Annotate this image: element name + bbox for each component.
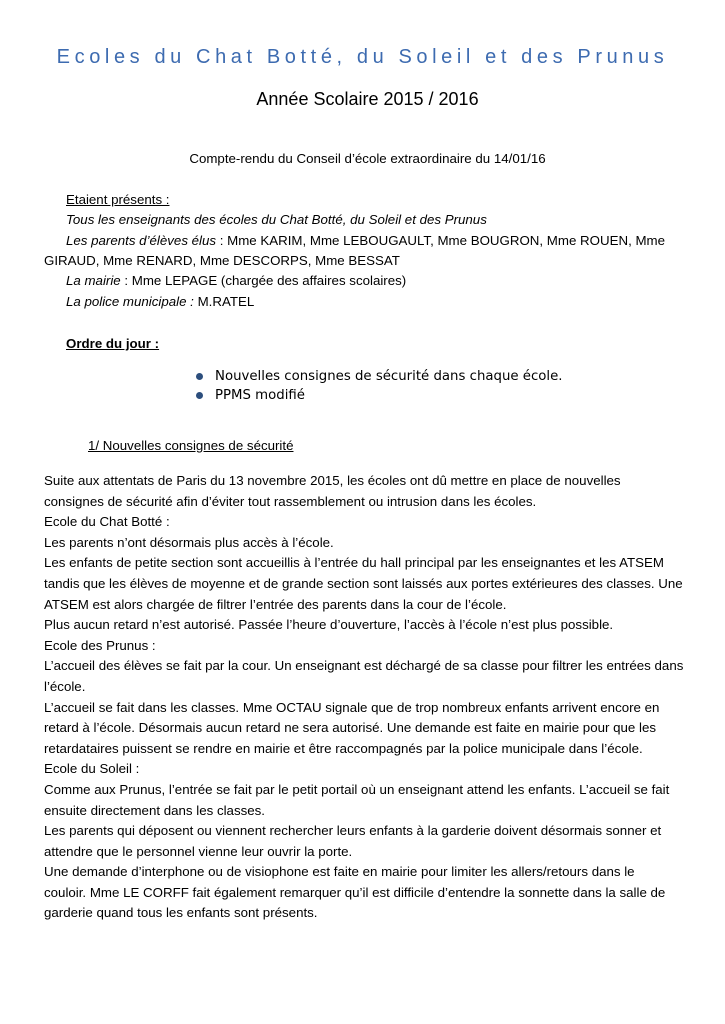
paragraph-line: Comme aux Prunus, l’entrée se fait par le petit portail où un enseignant attend les enfants. L’accueil se fait: [44, 781, 670, 797]
paragraph-line: L’accueil se fait dans les classes. Mme OCTAU signale que de trop nombreux enfants arrivent encore en: [44, 699, 660, 715]
agenda-item-label: Nouvelles consignes de sécurité dans chaque école.: [215, 369, 563, 384]
bullet-icon: [196, 373, 203, 380]
paragraph-line: Les enfants de petite section sont accueillis à l’entrée du hall principal par les enseignantes et les ATSEM: [44, 555, 664, 571]
paragraph-line: Les parents n’ont désormais plus accès à l’école.: [44, 534, 334, 550]
police-label: La police municipale :: [66, 294, 194, 309]
agenda-item: [196, 367, 563, 386]
paragraph-line: ATSEM est alors chargée de filtrer l’entrée des parents dans la cour de l’école.: [44, 596, 507, 612]
paragraph-line: Plus aucun retard n’est autorisé. Passée l’heure d’ouverture, l’accès à l’école n’est plus possible.: [44, 617, 614, 633]
report-title: Compte-rendu du Conseil d’école extraordinaire du 14/01/16: [189, 151, 546, 166]
paragraph-line: retard à l’école. Désormais aucun retard ne sera autorisé. Une demande est faite en mairie pour que les: [44, 720, 656, 736]
paragraph-line: attendre que le personnel vienne leur ouvrir la porte.: [44, 843, 353, 859]
agenda-heading: Ordre du jour :: [66, 336, 160, 351]
paragraph-line: consignes de sécurité afin d’éviter tout rassemblement ou intrusion dans les écoles.: [44, 493, 537, 509]
paragraph-line: ensuite directement dans les classes.: [44, 802, 265, 818]
paragraph-line: Ecole des Prunus :: [44, 637, 156, 653]
paragraph-line: L’accueil des élèves se fait par la cour. Un enseignant est déchargé de sa classe pour filtrer les entrées dans: [44, 658, 684, 674]
paragraph-line: tandis que les élèves de moyenne et de grande section sont laissés aux portes extérieures des classes. Une: [44, 575, 683, 591]
paragraph-line: Une demande d’interphone ou de visiophone est faite en mairie pour limiter les allers/retours dans le: [44, 864, 635, 880]
present-parents-line2: GIRAUD, Mme RENARD, Mme DESCORPS, Mme BESSAT: [44, 253, 400, 268]
parents-label: Les parents d’élèves élus: [66, 233, 217, 248]
section1-heading: 1/ Nouvelles consignes de sécurité: [88, 438, 294, 453]
paragraph-line: garderie quand tous les enfants sont présents.: [44, 905, 318, 921]
present-mairie: [66, 270, 406, 291]
parents-names: : Mme KARIM, Mme LEBOUGAULT, Mme BOUGRON, Mme ROUEN, Mme: [216, 233, 666, 248]
agenda-item: [196, 386, 563, 405]
section1-body: [44, 471, 684, 924]
present-parents-line1: [66, 230, 665, 251]
paragraph-line: Ecole du Chat Botté :: [44, 514, 170, 530]
mairie-label: La mairie: [66, 273, 121, 288]
paragraph-line: couloir. Mme LE CORFF fait également remarquer qu’il est difficile d’entendre la sonnette dans la salle de: [44, 884, 666, 900]
agenda-item-label: PPMS modifié: [215, 388, 305, 403]
paragraph-line: l’école.: [44, 678, 86, 694]
agenda-list: [196, 367, 563, 405]
paragraph-line: retardataires puissent se rendre en mairie et être raccompagnés par la police municipale dans l’école.: [44, 740, 643, 756]
school-year-subtitle: Année Scolaire 2015 / 2016: [256, 89, 479, 109]
bullet-icon: [196, 392, 203, 399]
document-title: Ecoles du Chat Botté, du Soleil et des Prunus: [56, 46, 669, 68]
present-police: [66, 291, 254, 312]
paragraph-line: Ecole du Soleil :: [44, 761, 140, 777]
present-heading: Etaient présents :: [66, 192, 170, 207]
police-value: M.RATEL: [193, 294, 255, 309]
mairie-value: : Mme LEPAGE (chargée des affaires scolaires): [120, 273, 407, 288]
paragraph-line: Suite aux attentats de Paris du 13 novembre 2015, les écoles ont dû mettre en place de nouvelles: [44, 473, 621, 488]
present-teachers: Tous les enseignants des écoles du Chat Botté, du Soleil et des Prunus: [66, 212, 487, 227]
paragraph-line: Les parents qui déposent ou viennent rechercher leurs enfants à la garderie doivent désormais sonner et: [44, 823, 662, 839]
